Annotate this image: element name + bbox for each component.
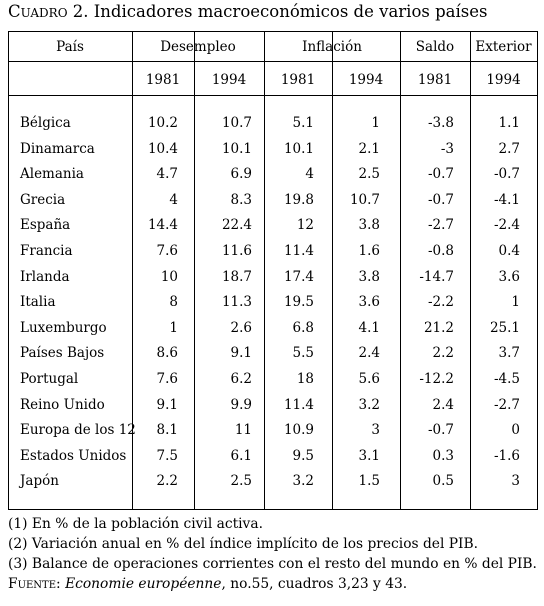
table-cell: 3.8 bbox=[358, 217, 380, 233]
table-cell: 21.2 bbox=[423, 320, 454, 336]
source-line bbox=[8, 574, 537, 594]
table-cell: 9.9 bbox=[230, 397, 252, 413]
table-cell: 10.4 bbox=[147, 141, 178, 157]
table-cell: 8.6 bbox=[156, 345, 178, 361]
row-country-name: Francia bbox=[20, 243, 73, 259]
table-cell: -1.6 bbox=[493, 448, 520, 464]
table-cell: 14.4 bbox=[147, 217, 178, 233]
table-cell: 6.2 bbox=[230, 371, 252, 387]
table-cell: 8 bbox=[169, 294, 178, 310]
table-cell: 17.4 bbox=[283, 269, 314, 285]
table-cell: 11.3 bbox=[221, 294, 252, 310]
table-cell: 19.5 bbox=[283, 294, 314, 310]
table-cell: 22.4 bbox=[221, 217, 252, 233]
table-cell: 2.4 bbox=[358, 345, 380, 361]
year-header: 1981 bbox=[145, 72, 181, 88]
table-title-text: Indicadores macroeconómicos de varios países bbox=[93, 2, 488, 21]
table-cell: 10 bbox=[160, 269, 178, 285]
table-cell: 7.5 bbox=[156, 448, 178, 464]
table-cell: 4.1 bbox=[358, 320, 380, 336]
table-cell: -2.7 bbox=[427, 217, 454, 233]
table-title-label: Cuadro 2. bbox=[8, 2, 89, 21]
table-cell: 2.2 bbox=[432, 345, 454, 361]
table-top-rule bbox=[8, 31, 538, 32]
table-cell: 8.3 bbox=[230, 192, 252, 208]
table-cell: 1.1 bbox=[498, 115, 520, 131]
row-country-name: Estados Unidos bbox=[20, 448, 127, 464]
table-cell: 5.6 bbox=[358, 371, 380, 387]
row-country-name: Italia bbox=[20, 294, 56, 310]
table-cell: 9.1 bbox=[230, 345, 252, 361]
table-cell: 3.6 bbox=[498, 269, 520, 285]
table-cell: 10.9 bbox=[283, 422, 314, 438]
header-separator-rule bbox=[8, 61, 538, 62]
table-cell: -2.2 bbox=[427, 294, 454, 310]
table-cell: 10.1 bbox=[221, 141, 252, 157]
note-2: (2) Variación anual en % del índice implícito de los precios del PIB. bbox=[8, 536, 479, 552]
years-separator-rule bbox=[8, 95, 538, 96]
header-unemployment: Desempleo bbox=[160, 39, 236, 55]
table-cell: -2.4 bbox=[493, 217, 520, 233]
table-cell: 18 bbox=[296, 371, 314, 387]
table-cell: 6.9 bbox=[230, 166, 252, 182]
table-cell: -0.8 bbox=[427, 243, 454, 259]
indicators-table bbox=[8, 31, 538, 510]
table-cell: 4.7 bbox=[156, 166, 178, 182]
row-country-name: España bbox=[20, 217, 71, 233]
table-cell: 0.3 bbox=[432, 448, 454, 464]
table-cell: -14.7 bbox=[419, 269, 454, 285]
source-label: Fuente: bbox=[8, 576, 61, 592]
table-cell: 3.8 bbox=[358, 269, 380, 285]
table-cell: 0.5 bbox=[432, 473, 454, 489]
table-notes bbox=[8, 514, 537, 594]
table-cell: -12.2 bbox=[419, 371, 454, 387]
table-cell: -3 bbox=[440, 141, 454, 157]
table-cell: -2.7 bbox=[493, 397, 520, 413]
year-header: 1994 bbox=[486, 72, 521, 88]
table-cell: -0.7 bbox=[493, 166, 520, 182]
header-country: País bbox=[56, 39, 84, 55]
year-header: 1981 bbox=[417, 72, 453, 88]
table-cell: 3 bbox=[511, 473, 520, 489]
row-country-name: Luxemburgo bbox=[20, 320, 107, 336]
table-cell: 2.5 bbox=[230, 473, 252, 489]
table-cell: 4 bbox=[305, 166, 314, 182]
row-country-name: Países Bajos bbox=[20, 345, 105, 361]
header-inflation: Inflación bbox=[302, 39, 362, 55]
table-cell: -0.7 bbox=[427, 422, 454, 438]
year-header: 1981 bbox=[280, 72, 316, 88]
row-country-name: Grecia bbox=[20, 192, 66, 208]
table-cell: 5.5 bbox=[292, 345, 314, 361]
table-cell: 12 bbox=[296, 217, 314, 233]
table-cell: 11 bbox=[234, 422, 252, 438]
table-cell: 1.5 bbox=[358, 473, 380, 489]
source-title: Economie européenne bbox=[65, 576, 222, 592]
row-country-name: Europa de los 12 bbox=[20, 422, 136, 438]
table-cell: 2.2 bbox=[156, 473, 178, 489]
row-country-name: Dinamarca bbox=[20, 141, 95, 157]
table-cell: 11.6 bbox=[221, 243, 252, 259]
table-cell: 7.6 bbox=[156, 371, 178, 387]
table-cell: 0 bbox=[511, 422, 520, 438]
table-cell: 2.1 bbox=[358, 141, 380, 157]
table-cell: 9.1 bbox=[156, 397, 178, 413]
year-header: 1994 bbox=[211, 72, 247, 88]
table-cell: 25.1 bbox=[489, 320, 520, 336]
table-cell: -0.7 bbox=[427, 192, 454, 208]
table-cell: 3.2 bbox=[358, 397, 380, 413]
header-external: Exterior bbox=[475, 39, 532, 55]
table-cell: -4.5 bbox=[493, 371, 520, 387]
table-cell: 9.5 bbox=[292, 448, 314, 464]
table-title bbox=[8, 2, 487, 21]
table-cell: 3.1 bbox=[358, 448, 380, 464]
row-country-name: Alemania bbox=[20, 166, 84, 182]
table-cell: 5.1 bbox=[292, 115, 314, 131]
table-cell: 6.8 bbox=[292, 320, 314, 336]
table-cell: 18.7 bbox=[221, 269, 252, 285]
table-cell: 2.5 bbox=[358, 166, 380, 182]
table-cell: 3.6 bbox=[358, 294, 380, 310]
table-cell: 4 bbox=[169, 192, 178, 208]
note-1: (1) En % de la población civil activa. bbox=[8, 516, 263, 532]
table-cell: 2.7 bbox=[498, 141, 520, 157]
table-cell: -0.7 bbox=[427, 166, 454, 182]
table-cell: 3.2 bbox=[292, 473, 314, 489]
table-cell: -4.1 bbox=[493, 192, 520, 208]
row-country-name: Portugal bbox=[20, 371, 79, 387]
table-cell: 7.6 bbox=[156, 243, 178, 259]
table-cell: 11.4 bbox=[283, 243, 314, 259]
source-details: , no.55, cuadros 3,23 y 43. bbox=[221, 576, 408, 592]
table-cell: 1.6 bbox=[358, 243, 380, 259]
row-country-name: Japón bbox=[20, 473, 59, 489]
table-cell: 3 bbox=[371, 422, 380, 438]
table-cell: 10.7 bbox=[349, 192, 380, 208]
table-cell: 0.4 bbox=[498, 243, 520, 259]
table-cell: 1 bbox=[511, 294, 520, 310]
table-cell: 1 bbox=[371, 115, 380, 131]
table-cell: 10.7 bbox=[221, 115, 252, 131]
table-cell: 8.1 bbox=[156, 422, 178, 438]
year-header: 1994 bbox=[348, 72, 384, 88]
table-cell: 10.2 bbox=[147, 115, 178, 131]
table-cell: 6.1 bbox=[230, 448, 252, 464]
table-cell: -3.8 bbox=[427, 115, 454, 131]
table-left-rule bbox=[8, 31, 9, 510]
table-cell: 1 bbox=[169, 320, 178, 336]
header-balance: Saldo bbox=[415, 39, 455, 55]
table-bottom-rule bbox=[8, 509, 538, 510]
table-right-rule bbox=[537, 31, 538, 510]
table-cell: 3.7 bbox=[498, 345, 520, 361]
table-cell: 19.8 bbox=[283, 192, 314, 208]
table-cell: 2.4 bbox=[432, 397, 454, 413]
row-country-name: Irlanda bbox=[20, 269, 70, 285]
row-country-name: Reino Unido bbox=[20, 397, 105, 413]
note-3: (3) Balance de operaciones corrientes con el resto del mundo en % del PIB. bbox=[8, 556, 537, 572]
table-cell: 2.6 bbox=[230, 320, 252, 336]
row-country-name: Bélgica bbox=[20, 115, 71, 131]
table-cell: 11.4 bbox=[283, 397, 314, 413]
table-cell: 10.1 bbox=[283, 141, 314, 157]
